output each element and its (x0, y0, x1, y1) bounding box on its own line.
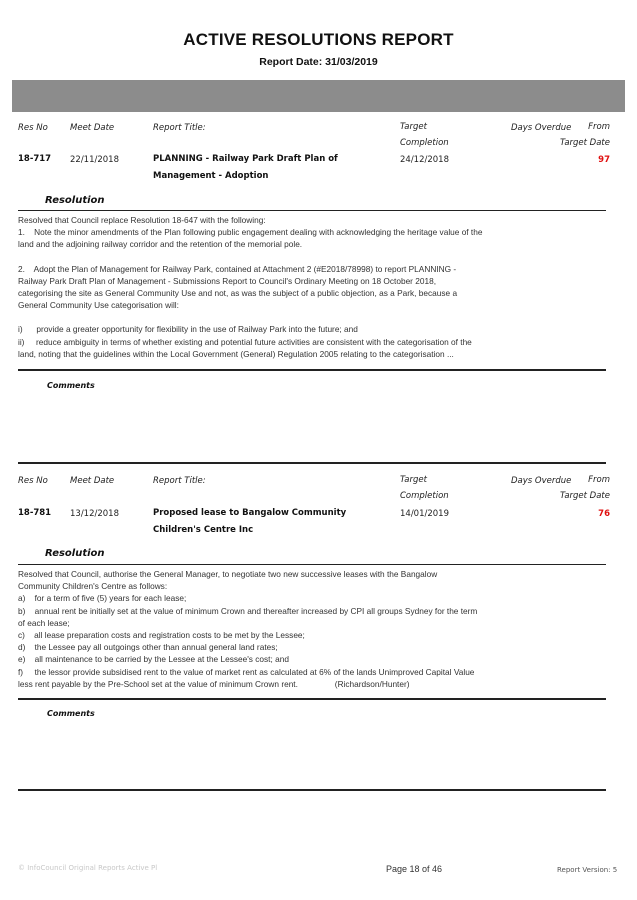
col-target-line1: Target (400, 122, 427, 132)
col-report-title: Report Title: (153, 476, 206, 486)
paragraph-gap (18, 311, 578, 323)
record-end-divider (18, 462, 606, 464)
resolution-heading: Resolution (45, 195, 105, 206)
col-meet-date: Meet Date (70, 123, 115, 133)
col-from-line1: From (588, 475, 610, 485)
resolution-line: 1. Note the minor amendments of the Plan following public engagement dealing with acknowledging the heritage value of the (18, 227, 483, 238)
resolution-end-divider (18, 698, 606, 700)
target-completion-date: 14/01/2019 (400, 509, 449, 519)
resolution-body (18, 568, 578, 690)
resolution-line: General Community Use categorisation will: (18, 300, 179, 311)
report-title-text (153, 505, 346, 539)
days-overdue-value: 76 (598, 509, 610, 519)
report-title: ACTIVE RESOLUTIONS REPORT (183, 30, 454, 49)
resolution-line: d) the Lessee pay all outgoings other than annual general land rates; (18, 642, 278, 653)
col-target-line2: Completion (400, 491, 449, 501)
resolution-line: Railway Park Draft Plan of Management - Submissions Report to Council's Ordinary Meeting on 18 October 2018, (18, 275, 437, 286)
resolution-line: f) the lessor provide subsidised rent to the value of market rent as calculated at 6% of the lands Unimproved Capital Value (18, 666, 475, 677)
resolution-line: Community Children's Centre as follows: (18, 581, 168, 592)
col-from-target-date (548, 472, 610, 504)
resolution-line: c) all lease preparation costs and registration costs to be met by the Lessee; (18, 630, 305, 641)
resolution-line: of each lease; (18, 617, 70, 628)
resolution-line: Resolved that Council replace Resolution 18-647 with the following: (18, 215, 266, 225)
resolution-heading: Resolution (45, 548, 105, 559)
footer-page-number: Page 18 of 46 (386, 864, 443, 874)
col-res-no: Res No (18, 123, 48, 133)
resolution-line: b) annual rent be initially set at the value of minimum Crown and thereafter increased by CPI all groups Sydney for the term (18, 605, 478, 616)
paragraph-gap (18, 251, 578, 263)
resolution-line: 2. Adopt the Plan of Management for Railway Park, contained at Attachment 2 (#E2018/78998) to report PLANNING - (18, 263, 457, 274)
col-from-line1: From (588, 122, 610, 132)
resolution-line: less rent payable by the Pre-School set at the value of minimum Crown rent. (Richardson/Hunter) (18, 678, 410, 689)
resolution-line: land and the adjoining railway corridor and the retention of the memorial pole. (18, 239, 303, 250)
footer-source: © InfoCouncil Original Reports Active Pl (18, 864, 158, 872)
col-target-completion (400, 472, 449, 504)
resolution-line: a) for a term of five (5) years for each lease; (18, 593, 187, 604)
resolution-end-divider (18, 369, 606, 371)
resolution-line: e) all maintenance to be carried by the Lessee at the Lessee's cost; and (18, 654, 289, 665)
col-from-line2: Target Date (560, 138, 610, 148)
header-band (12, 80, 625, 112)
target-completion-date: 24/12/2018 (400, 155, 449, 165)
meet-date: 13/12/2018 (70, 509, 119, 519)
resolution-line: land, noting that the guidelines within the Local Government (General) Regulation 2005 relating to the categorisation ... (18, 348, 454, 359)
resolution-divider (18, 210, 606, 211)
col-target-completion (400, 119, 449, 151)
resolution-line: Resolved that Council, authorise the General Manager, to negotiate two new successive leases with the Bangalow (18, 569, 438, 579)
record-end-divider (18, 789, 606, 791)
resolution-line: categorising the site as General Community Use and not, as was the subject of a public objection, as a Park, because a (18, 288, 458, 299)
col-target-line1: Target (400, 475, 427, 485)
resolution-line: i) provide a greater opportunity for flexibility in the use of Railway Park into the future; and (18, 324, 358, 335)
res-no: 18-717 (18, 154, 52, 164)
report-title-line1: PLANNING - Railway Park Draft Plan of (153, 154, 338, 164)
report-date: Report Date: 31/03/2019 (259, 56, 378, 68)
col-meet-date: Meet Date (70, 476, 115, 486)
resolution-divider (18, 564, 606, 565)
report-title-line1: Proposed lease to Bangalow Community (153, 508, 347, 518)
col-days-overdue: Days Overdue (511, 123, 572, 133)
report-title-line2: Children's Centre Inc (153, 525, 254, 535)
resolution-body (18, 214, 578, 360)
meet-date: 22/11/2018 (70, 155, 119, 165)
col-from-line2: Target Date (560, 491, 610, 501)
col-report-title: Report Title: (153, 123, 206, 133)
comments-label: Comments (47, 709, 95, 718)
col-res-no: Res No (18, 476, 48, 486)
col-from-target-date (548, 119, 610, 151)
report-title-text (153, 151, 338, 185)
days-overdue-value: 97 (598, 155, 610, 165)
col-target-line2: Completion (400, 138, 449, 148)
col-days-overdue: Days Overdue (511, 476, 572, 486)
comments-label: Comments (47, 381, 95, 390)
report-title-line2: Management - Adoption (153, 171, 269, 181)
footer-report-version: Report Version: 5 (557, 866, 618, 874)
res-no: 18-781 (18, 508, 52, 518)
resolution-line: ii) reduce ambiguity in terms of whether existing and potential future activities are consistent with the categorisation of the (18, 336, 472, 347)
